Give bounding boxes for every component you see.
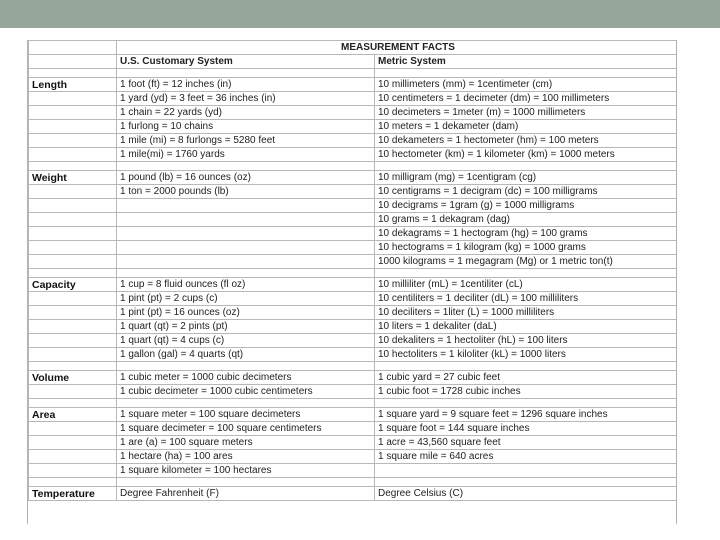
spacer-cell: [29, 399, 117, 408]
table-row: [29, 306, 677, 320]
us-customary-cell: 1 foot (ft) = 12 inches (in): [117, 78, 375, 92]
us-customary-cell: 1 cubic decimeter = 1000 cubic centimeters: [117, 385, 375, 399]
metric-cell: 10 decimeters = 1meter (m) = 1000 millimeters: [375, 106, 677, 120]
spacer-row: [29, 362, 677, 371]
category-label: Length: [29, 78, 117, 92]
spacer-cell: [117, 69, 375, 78]
spacer-row: [29, 162, 677, 171]
us-customary-cell: [117, 241, 375, 255]
table-row: [29, 408, 677, 422]
spacer-cell: [375, 362, 677, 371]
category-cell: [29, 320, 117, 334]
metric-cell: 10 dekagrams = 1 hectogram (hg) = 100 grams: [375, 227, 677, 241]
metric-cell: 1 square yard = 9 square feet = 1296 square inches: [375, 408, 677, 422]
spacer-row: [29, 478, 677, 487]
spacer-cell: [375, 269, 677, 278]
us-customary-cell: 1 mile (mi) = 8 furlongs = 5280 feet: [117, 134, 375, 148]
category-label: Capacity: [29, 278, 117, 292]
us-customary-cell: 1 pound (lb) = 16 ounces (oz): [117, 171, 375, 185]
table-row: [29, 120, 677, 134]
us-customary-cell: [117, 199, 375, 213]
metric-cell: 10 millimeters (mm) = 1centimeter (cm): [375, 78, 677, 92]
slide-top-bar: [0, 0, 720, 28]
spacer-cell: [117, 362, 375, 371]
spacer-cell: [29, 269, 117, 278]
table-row: [29, 450, 677, 464]
category-cell: [29, 134, 117, 148]
us-customary-cell: 1 mile(mi) = 1760 yards: [117, 148, 375, 162]
us-customary-cell: 1 square kilometer = 100 hectares: [117, 464, 375, 478]
us-customary-cell: [117, 227, 375, 241]
us-customary-cell: Degree Fahrenheit (F): [117, 487, 375, 501]
spacer-cell: [375, 69, 677, 78]
us-customary-cell: 1 quart (qt) = 4 cups (c): [117, 334, 375, 348]
table-row: [29, 385, 677, 399]
us-customary-cell: 1 yard (yd) = 3 feet = 36 inches (in): [117, 92, 375, 106]
metric-cell: 10 centigrams = 1 decigram (dc) = 100 milligrams: [375, 185, 677, 199]
category-cell: [29, 255, 117, 269]
table-row: [29, 292, 677, 306]
metric-cell: 1 square foot = 144 square inches: [375, 422, 677, 436]
us-customary-cell: 1 chain = 22 yards (yd): [117, 106, 375, 120]
metric-cell: 1 square mile = 640 acres: [375, 450, 677, 464]
spacer-cell: [29, 478, 117, 487]
us-customary-cell: 1 cup = 8 fluid ounces (fl oz): [117, 278, 375, 292]
spacer-cell: [117, 162, 375, 171]
category-label: Temperature: [29, 487, 117, 501]
metric-cell: 10 centiliters = 1 deciliter (dL) = 100 milliliters: [375, 292, 677, 306]
spacer-cell: [375, 478, 677, 487]
table-row: [29, 134, 677, 148]
metric-cell: 10 liters = 1 dekaliter (daL): [375, 320, 677, 334]
table-row: [29, 185, 677, 199]
table-row: [29, 320, 677, 334]
metric-cell: 10 deciliters = 1liter (L) = 1000 milliliters: [375, 306, 677, 320]
metric-cell: 10 decigrams = 1gram (g) = 1000 milligrams: [375, 199, 677, 213]
category-cell: [29, 292, 117, 306]
table-row: [29, 241, 677, 255]
us-customary-cell: 1 ton = 2000 pounds (lb): [117, 185, 375, 199]
category-cell: [29, 334, 117, 348]
us-customary-cell: 1 furlong = 10 chains: [117, 120, 375, 134]
spacer-cell: [29, 69, 117, 78]
table-row: [29, 422, 677, 436]
us-system-header: U.S. Customary System: [117, 55, 375, 69]
spacer-cell: [29, 362, 117, 371]
table-row: [29, 255, 677, 269]
table-row: [29, 436, 677, 450]
category-cell: [29, 185, 117, 199]
category-cell: [29, 92, 117, 106]
spacer-cell: [375, 399, 677, 408]
us-customary-cell: [117, 255, 375, 269]
table-row: [29, 148, 677, 162]
metric-cell: 10 dekaliters = 1 hectoliter (hL) = 100 liters: [375, 334, 677, 348]
spacer-cell: [117, 399, 375, 408]
metric-cell: 10 centimeters = 1 decimeter (dm) = 100 millimeters: [375, 92, 677, 106]
metric-cell: 10 hectograms = 1 kilogram (kg) = 1000 grams: [375, 241, 677, 255]
category-label: Weight: [29, 171, 117, 185]
category-label: Area: [29, 408, 117, 422]
metric-cell: 10 grams = 1 dekagram (dag): [375, 213, 677, 227]
table-row: [29, 199, 677, 213]
table-row: [29, 371, 677, 385]
us-customary-cell: 1 square decimeter = 100 square centimeters: [117, 422, 375, 436]
category-cell: [29, 106, 117, 120]
header-row: [29, 55, 677, 69]
metric-cell: 10 milliliter (mL) = 1centiliter (cL): [375, 278, 677, 292]
table-row: [29, 278, 677, 292]
us-customary-cell: 1 square meter = 100 square decimeters: [117, 408, 375, 422]
metric-cell: 10 dekameters = 1 hectometer (hm) = 100 meters: [375, 134, 677, 148]
table-title: MEASUREMENT FACTS: [117, 41, 677, 55]
title-row: [29, 41, 677, 55]
us-customary-cell: 1 hectare (ha) = 100 ares: [117, 450, 375, 464]
us-customary-cell: 1 cubic meter = 1000 cubic decimeters: [117, 371, 375, 385]
spacer-row: [29, 399, 677, 408]
category-cell: [29, 227, 117, 241]
category-cell: [29, 450, 117, 464]
table-row: [29, 334, 677, 348]
spacer-cell: [375, 162, 677, 171]
us-customary-cell: 1 are (a) = 100 square meters: [117, 436, 375, 450]
measurement-facts-table: [28, 40, 677, 501]
spacer-cell: [29, 162, 117, 171]
us-customary-cell: 1 quart (qt) = 2 pints (pt): [117, 320, 375, 334]
spacer-cell: [117, 478, 375, 487]
table-row: [29, 92, 677, 106]
us-customary-cell: 1 gallon (gal) = 4 quarts (qt): [117, 348, 375, 362]
category-cell: [29, 464, 117, 478]
table-row: [29, 171, 677, 185]
category-cell: [29, 348, 117, 362]
metric-cell: [375, 464, 677, 478]
measurement-facts-sheet: [27, 40, 677, 524]
table-row: [29, 227, 677, 241]
metric-cell: 1000 kilograms = 1 megagram (Mg) or 1 metric ton(t): [375, 255, 677, 269]
spacer-row: [29, 269, 677, 278]
metric-system-header: Metric System: [375, 55, 677, 69]
category-label: Volume: [29, 371, 117, 385]
us-customary-cell: 1 pint (pt) = 2 cups (c): [117, 292, 375, 306]
category-cell: [29, 241, 117, 255]
metric-cell: 1 cubic foot = 1728 cubic inches: [375, 385, 677, 399]
spacer-row: [29, 69, 677, 78]
metric-cell: 1 cubic yard = 27 cubic feet: [375, 371, 677, 385]
metric-cell: 1 acre = 43,560 square feet: [375, 436, 677, 450]
metric-cell: 10 meters = 1 dekameter (dam): [375, 120, 677, 134]
metric-cell: 10 hectometer (km) = 1 kilometer (km) = 1000 meters: [375, 148, 677, 162]
metric-cell: 10 milligram (mg) = 1centigram (cg): [375, 171, 677, 185]
category-cell: [29, 436, 117, 450]
metric-cell: 10 hectoliters = 1 kiloliter (kL) = 1000 liters: [375, 348, 677, 362]
us-customary-cell: 1 pint (pt) = 16 ounces (oz): [117, 306, 375, 320]
table-row: [29, 348, 677, 362]
category-cell: [29, 120, 117, 134]
category-cell: [29, 306, 117, 320]
table-row: [29, 213, 677, 227]
category-cell: [29, 148, 117, 162]
us-customary-cell: [117, 213, 375, 227]
category-cell: [29, 213, 117, 227]
category-cell: [29, 422, 117, 436]
table-row: [29, 487, 677, 501]
category-cell: [29, 385, 117, 399]
spacer-cell: [117, 269, 375, 278]
table-row: [29, 106, 677, 120]
table-row: [29, 78, 677, 92]
metric-cell: Degree Celsius (C): [375, 487, 677, 501]
category-cell: [29, 199, 117, 213]
table-row: [29, 464, 677, 478]
